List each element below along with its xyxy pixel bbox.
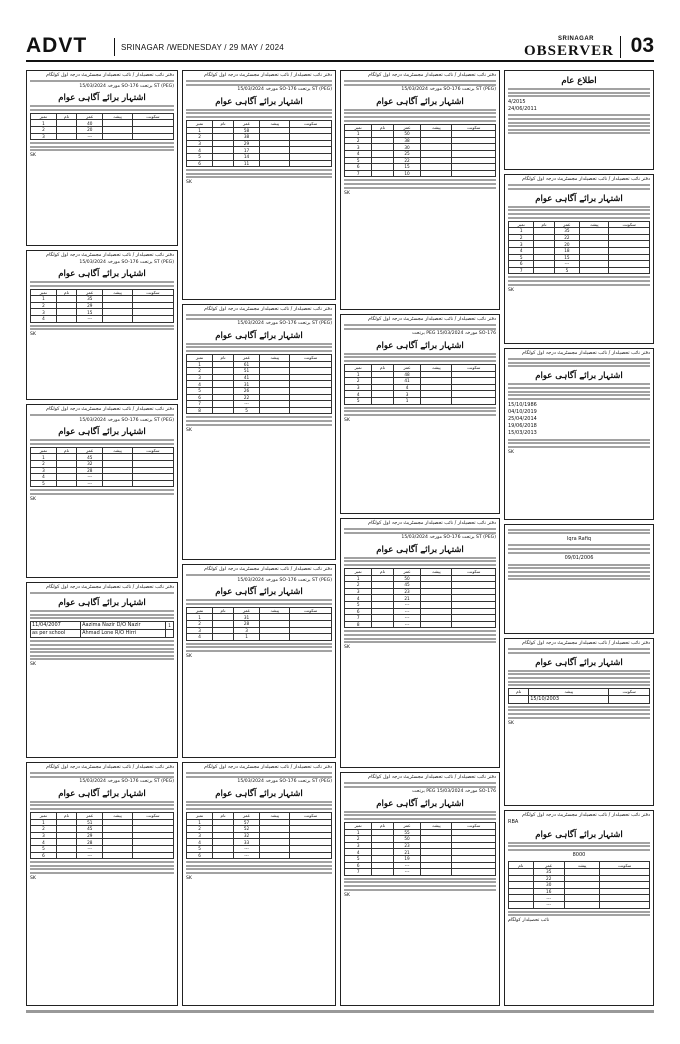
notice-title: اشتہار برائے آگاہی عوام xyxy=(376,544,464,555)
notice-title: اشتہار برائے آگاہی عوام xyxy=(535,657,623,668)
header-divider xyxy=(620,36,621,58)
notice-title: اشتہار برائے آگاہی عوام xyxy=(376,96,464,107)
notice-block: دفتر نائب تحصیلدار / نائب تحصیلدار مجسٹریٹ درجہ اول کولگام اشتہار برائے آگاہی عوام 15/10/1986 04/10/2019 25/04/2014 19/06/2018 15/03/2013 SK xyxy=(504,348,654,520)
notice-block: دفتر نائب تحصیلدار / نائب تحصیلدار مجسٹریٹ درجہ اول کولگام ST (PEG) برتحت SO-176 مورخہ 15/03/2024 اشتہار برائے آگاہی عوام سکونت پیشہ عمر نام نمبر 50 1 45 2 23 3 21 4 --- 5 --- 6 --- 7 --- 8 SK xyxy=(340,518,500,768)
notice-block: دفتر نائب تحصیلدار / نائب تحصیلدار مجسٹریٹ درجہ اول کولگام اشتہار برائے آگاہی عوام 11/04/2007 Aazima Nazir D/O Nazir 1 as per school Ahmad Lone R/O Hirri SK xyxy=(26,582,178,758)
signature: SK xyxy=(30,496,36,502)
signature: SK xyxy=(344,645,350,651)
signature: SK xyxy=(186,180,192,186)
applicant-table: سکونت پیشہ عمر نام نمبر 35 1 29 2 15 3 --- 4 xyxy=(30,289,174,323)
notice-block: دفتر نائب تحصیلدار / نائب تحصیلدار مجسٹریٹ درجہ اول کولگام ST (PEG) برتحت SO-176 مورخہ 15/03/2024 اشتہار برائے آگاہی عوام سکونت پیشہ عمر نام نمبر 40 1 20 2 --- 3 SK xyxy=(26,70,178,246)
notice-title: اشتہار برائے آگاہی عوام xyxy=(58,93,146,104)
signature: SK xyxy=(30,662,36,668)
notice-block: دفتر نائب تحصیلدار / نائب تحصیلدار مجسٹریٹ درجہ اول کولگام SO-176 مورخہ 15/03/2024 PEG برتحت اشتہار برائے آگاہی عوام سکونت پیشہ عمر نام نمبر 55 1 50 2 23 3 21 4 19 5 --- 6 --- 7 SK xyxy=(340,772,500,1006)
applicant-table: سکونت پیشہ عمر نام نمبر 55 1 50 2 23 3 21 4 19 5 --- 6 --- 7 xyxy=(344,822,496,876)
public-notice xyxy=(504,70,654,170)
issue-date: SRINAGAR /WEDNESDAY / 29 MAY / 2024 xyxy=(121,43,284,52)
notice-title: اشتہار برائے آگاہی عوام xyxy=(535,371,623,382)
signature: SK xyxy=(186,427,192,433)
applicant-table: سکونت پیشہ عمر نام نمبر 50 1 38 2 30 3 25 4 22 5 15 6 10 7 xyxy=(344,124,496,178)
applicant-table: سکونت پیشہ عمر نام نمبر 57 1 52 2 32 3 33 4 --- 5 --- 6 xyxy=(186,812,332,859)
applicant-table: سکونت پیشہ عمر نام نمبر 45 1 32 2 28 3 --- 4 --- 5 xyxy=(30,447,174,488)
notice-body: 4/2015 24/06/2011 xyxy=(508,88,650,134)
signature: SK xyxy=(186,653,192,659)
applicant-table: سکونت پیشہ عمر نام نمبر 50 1 45 2 23 3 21 4 --- 5 --- 6 --- 7 --- 8 xyxy=(344,568,496,628)
notice-title: اشتہار برائے آگاہی عوام xyxy=(58,598,146,609)
applicant-table: سکونت پیشہ عمر نام نمبر 40 1 20 2 --- 3 xyxy=(30,113,174,140)
notice-block: دفتر نائب تحصیلدار / نائب تحصیلدار مجسٹریٹ درجہ اول کولگام ST (PEG) برتحت SO-176 مورخہ 15/03/2024 اشتہار برائے آگاہی عوام سکونت پیشہ عمر نام نمبر 35 1 29 2 15 3 --- 4 SK xyxy=(26,250,178,400)
signature: SK xyxy=(344,417,350,423)
notice-block: دفتر نائب تحصیلدار / نائب تحصیلدار مجسٹریٹ درجہ اول کولگام اشتہار برائے آگاہی عوام سکونت پیشہ عمر نام نمبر 35 1 22 2 20 3 18 4 15 5 --- 6 5 7 SK xyxy=(504,174,654,344)
notice-title: اطلاع عام xyxy=(561,76,597,86)
signature: SK xyxy=(30,875,36,881)
brand-city: SRINAGAR xyxy=(557,36,594,42)
notice-title: اشتہار برائے آگاہی عوام xyxy=(215,587,303,598)
notice-title: اشتہار برائے آگاہی عوام xyxy=(58,788,146,799)
notice-block: دفتر نائب تحصیلدار / نائب تحصیلدار مجسٹریٹ درجہ اول کولگام ST (PEG) برتحت SO-176 مورخہ 15/03/2024 اشتہار برائے آگاہی عوام سکونت پیشہ عمر نام نمبر 31 1 28 2 3 3 1 4 SK xyxy=(182,564,336,758)
applicant-table: سکونت پیشہ عمر نام نمبر 31 1 28 2 3 3 1 4 xyxy=(186,607,332,641)
applicant-table: سکونت پیشہ عمر نام 35 22 30 16 --- --- xyxy=(508,861,650,908)
signature: نائب تحصیلدار کولگام xyxy=(508,918,550,924)
notice-title: اشتہار برائے آگاہی عوام xyxy=(215,788,303,799)
signature: SK xyxy=(30,332,36,338)
notice-block: Iqra Rafiq 09/01/2006 xyxy=(504,524,654,634)
signature: SK xyxy=(186,875,192,881)
footer-rule xyxy=(26,1010,654,1013)
notice-title: اشتہار برائے آگاہی عوام xyxy=(215,330,303,341)
notice-block: دفتر نائب تحصیلدار / نائب تحصیلدار مجسٹریٹ درجہ اول کولگام ST (PEG) برتحت SO-176 مورخہ 15/03/2024 اشتہار برائے آگاہی عوام سکونت پیشہ عمر نام نمبر 58 1 38 2 29 3 17 4 14 5 11 6 SK xyxy=(182,70,336,300)
notice-block: دفتر نائب تحصیلدار / نائب تحصیلدار مجسٹریٹ درجہ اول کولگام RBA اشتہار برائے آگاہی عوام 8000 سکونت پیشہ عمر نام 35 22 30 16 --- --- نائب تحصیلدار کولگام xyxy=(504,810,654,1006)
notice-title: اشتہار برائے آگاہی عوام xyxy=(376,340,464,351)
signature: SK xyxy=(508,720,514,726)
notice-block: دفتر نائب تحصیلدار / نائب تحصیلدار مجسٹریٹ درجہ اول کولگام ST (PEG) برتحت SO-176 مورخہ 15/03/2024 اشتہار برائے آگاہی عوام سکونت پیشہ عمر نام نمبر 50 1 38 2 30 3 25 4 22 5 15 6 10 7 SK xyxy=(340,70,500,310)
dates-list: 15/10/1986 04/10/2019 25/04/2014 19/06/2018 15/03/2013 xyxy=(508,401,537,436)
page-number: 03 xyxy=(630,34,654,57)
signature: SK xyxy=(30,153,36,159)
applicant-table: سکونت پیشہ عمر نام نمبر 61 1 51 2 41 3 31 4 26 5 22 6 --- 7 5 8 xyxy=(186,354,332,414)
notice-block: دفتر نائب تحصیلدار / نائب تحصیلدار مجسٹریٹ درجہ اول کولگام ST (PEG) برتحت SO-176 مورخہ 15/03/2024 اشتہار برائے آگاہی عوام سکونت پیشہ عمر نام نمبر 45 1 32 2 28 3 --- 4 --- 5 SK xyxy=(26,404,178,578)
applicant-table: سکونت پیشہ عمر نام نمبر 51 1 45 2 29 3 28 4 --- 5 --- 6 xyxy=(30,812,174,859)
notice-block: دفتر نائب تحصیلدار / نائب تحصیلدار مجسٹریٹ درجہ اول کولگام ST (PEG) برتحت SO-176 مورخہ 15/03/2024 اشتہار برائے آگاہی عوام سکونت پیشہ عمر نام نمبر 61 1 51 2 41 3 31 4 26 5 22 6 --- 7 5 8 SK xyxy=(182,304,336,560)
signature: SK xyxy=(344,892,350,898)
applicant-table: سکونت پیشہ عمر نام نمبر 58 1 38 2 29 3 17 4 14 5 11 6 xyxy=(186,120,332,167)
notice-title: اشتہار برائے آگاہی عوام xyxy=(58,427,146,438)
signature: SK xyxy=(508,287,514,293)
notice-block: دفتر نائب تحصیلدار / نائب تحصیلدار مجسٹریٹ درجہ اول کولگام ST (PEG) برتحت SO-176 مورخہ 15/03/2024 اشتہار برائے آگاہی عوام سکونت پیشہ عمر نام نمبر 57 1 52 2 32 3 33 4 --- 5 --- 6 SK xyxy=(182,762,336,1006)
applicant-table: سکونت پیشہ نام 15/10/2003 xyxy=(508,688,650,704)
birth-record-table: 11/04/2007 Aazima Nazir D/O Nazir 1 as per school Ahmad Lone R/O Hirri xyxy=(30,621,174,638)
notice-title: اشتہار برائے آگاہی عوام xyxy=(376,798,464,809)
notice-block: دفتر نائب تحصیلدار / نائب تحصیلدار مجسٹریٹ درجہ اول کولگام ST (PEG) برتحت SO-176 مورخہ 15/03/2024 اشتہار برائے آگاہی عوام سکونت پیشہ عمر نام نمبر 51 1 45 2 29 3 28 4 --- 5 --- 6 SK xyxy=(26,762,178,1006)
notice-title: اشتہار برائے آگاہی عوام xyxy=(535,829,623,840)
brand-logo: OBSERVER xyxy=(524,43,614,59)
signature: SK xyxy=(508,449,514,455)
signature: SK xyxy=(344,190,350,196)
section-label: ADVT xyxy=(26,34,88,57)
applicant-table: سکونت پیشہ عمر نام نمبر 35 1 22 2 20 3 18 4 15 5 --- 6 5 7 xyxy=(508,221,650,275)
page-header xyxy=(26,34,654,62)
notice-title: اشتہار برائے آگاہی عوام xyxy=(58,269,146,279)
notice-title: اشتہار برائے آگاہی عوام xyxy=(535,193,623,204)
applicant-table: سکونت پیشہ عمر نام نمبر 48 1 41 2 4 3 3 4 1 5 xyxy=(344,364,496,405)
notice-title: اشتہار برائے آگاہی عوام xyxy=(215,96,303,107)
header-divider xyxy=(114,38,115,56)
notice-block: دفتر نائب تحصیلدار / نائب تحصیلدار مجسٹریٹ درجہ اول کولگام SO-176 مورخہ 15/03/2024 PEG برتحت اشتہار برائے آگاہی عوام سکونت پیشہ عمر نام نمبر 48 1 41 2 4 3 3 4 1 5 SK xyxy=(340,314,500,514)
notice-block: دفتر نائب تحصیلدار / نائب تحصیلدار مجسٹریٹ درجہ اول کولگام اشتہار برائے آگاہی عوام سکونت پیشہ نام 15/10/2003 SK xyxy=(504,638,654,806)
